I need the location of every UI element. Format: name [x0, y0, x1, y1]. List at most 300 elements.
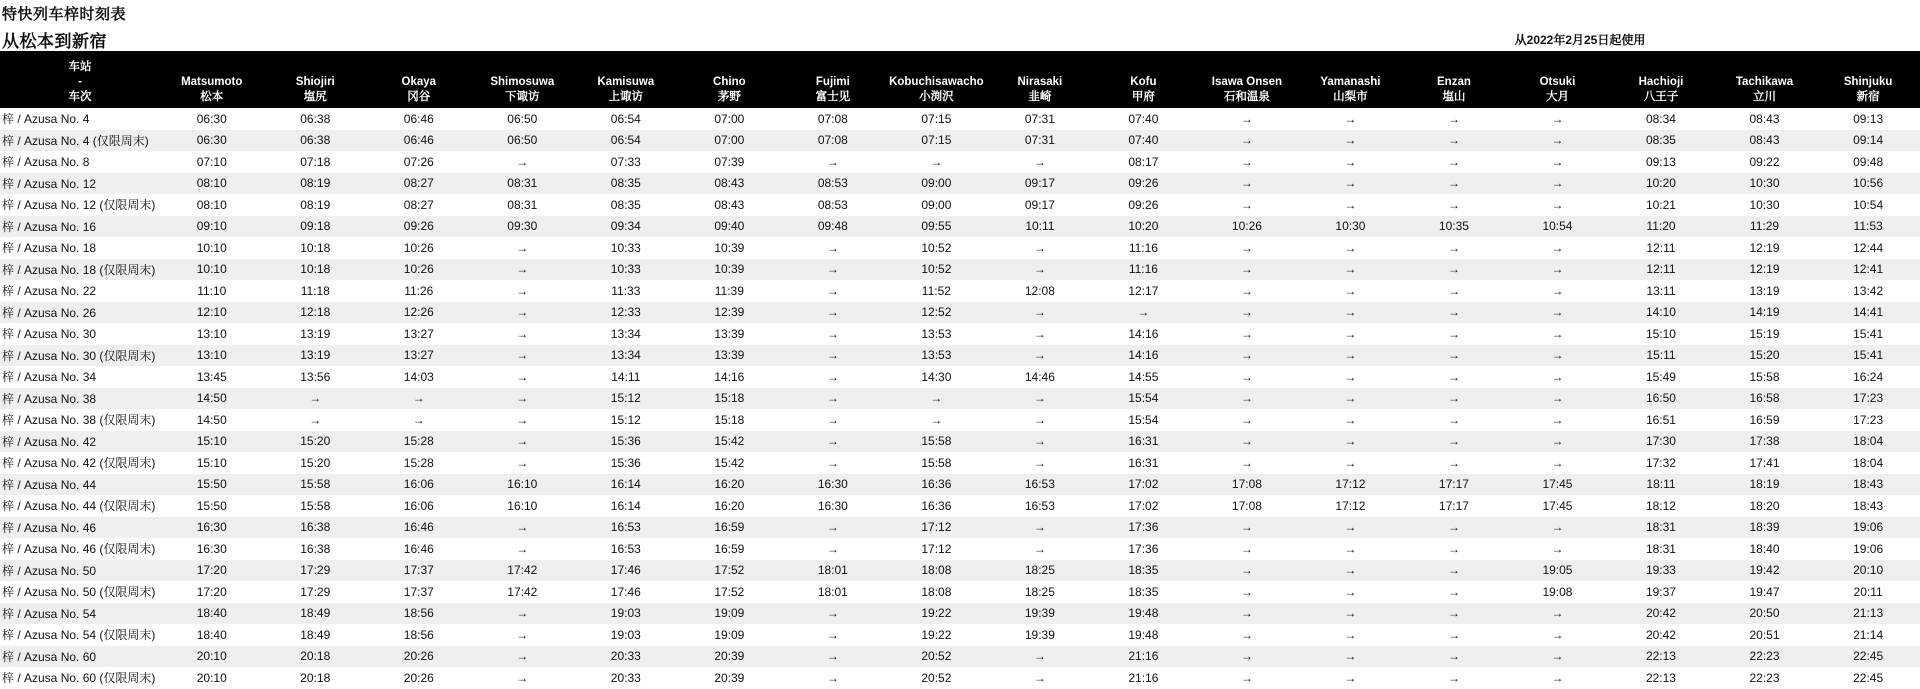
station-header	[1816, 51, 1920, 108]
time-cell: 15:10	[196, 455, 227, 470]
time-cell: 15:36	[610, 434, 641, 449]
time-cell: →	[1344, 541, 1357, 556]
time-cell: 16:30	[817, 498, 848, 513]
station-header	[1195, 51, 1299, 108]
station-name-en: Yamanashi	[1320, 76, 1381, 88]
time-cell: →	[1033, 434, 1046, 449]
time-cell: →	[826, 606, 839, 621]
time-cell: 19:09	[714, 606, 745, 621]
time-cell: 13:34	[610, 326, 641, 341]
time-cell: →	[1344, 283, 1357, 298]
time-cell: 14:30	[921, 369, 952, 384]
time-cell: 13:39	[714, 326, 745, 341]
time-cell: →	[1447, 541, 1460, 556]
station-header	[160, 51, 264, 108]
time-cell: 06:54	[610, 111, 641, 126]
train-name: 梓 / Azusa No. 38	[2, 391, 97, 406]
time-cell: →	[1447, 584, 1460, 599]
station-name-zh: 下诹访	[505, 91, 540, 103]
time-cell: →	[1447, 455, 1460, 470]
table-row	[0, 538, 1920, 560]
time-cell: →	[930, 391, 943, 406]
time-cell: 08:27	[403, 176, 434, 191]
time-cell: 19:37	[1645, 584, 1676, 599]
time-cell: 16:06	[403, 498, 434, 513]
time-cell: →	[930, 412, 943, 427]
time-cell: →	[1344, 369, 1357, 384]
time-cell: 19:05	[1542, 563, 1573, 578]
time-cell: 18:04	[1853, 455, 1884, 470]
time-cell: →	[1447, 649, 1460, 664]
time-cell: 10:10	[196, 262, 227, 277]
time-cell: 13:10	[196, 348, 227, 363]
time-cell: →	[1447, 283, 1460, 298]
time-cell: →	[516, 520, 529, 535]
train-name: 梓 / Azusa No. 16	[2, 219, 97, 234]
time-cell: →	[1447, 348, 1460, 363]
time-cell: 08:27	[403, 197, 434, 212]
time-cell: 19:06	[1853, 520, 1884, 535]
station-header	[781, 51, 885, 108]
time-cell: 10:11	[1025, 219, 1055, 234]
time-cell: 07:39	[714, 154, 745, 169]
time-cell: →	[1551, 455, 1564, 470]
time-cell: →	[1344, 197, 1357, 212]
table-row	[0, 151, 1920, 173]
station-header	[678, 51, 782, 108]
time-cell: 09:22	[1749, 154, 1780, 169]
time-cell: →	[826, 627, 839, 642]
time-cell: →	[1551, 283, 1564, 298]
time-cell: →	[1551, 649, 1564, 664]
time-cell: →	[1551, 154, 1564, 169]
table-row	[0, 452, 1920, 474]
time-cell: 13:27	[403, 348, 434, 363]
station-name-en: Kobuchisawacho	[889, 76, 984, 88]
time-cell: →	[1447, 606, 1460, 621]
train-name: 梓 / Azusa No. 46 (仅限周末)	[2, 542, 156, 557]
time-cell: →	[1447, 133, 1460, 148]
time-cell: 11:16	[1128, 240, 1158, 255]
table-row	[0, 581, 1920, 603]
time-cell: 15:58	[300, 477, 331, 492]
time-cell: 09:34	[610, 219, 641, 234]
train-name: 梓 / Azusa No. 44 (仅限周末)	[2, 499, 156, 514]
time-cell: →	[1447, 240, 1460, 255]
time-cell: 10:54	[1542, 219, 1573, 234]
time-cell: 18:31	[1645, 520, 1676, 535]
effective-date: 从2022年2月25日起使用	[1514, 33, 1646, 47]
time-cell: →	[516, 326, 529, 341]
time-cell: →	[1551, 369, 1564, 384]
time-cell: 20:52	[921, 649, 952, 664]
time-cell: →	[1551, 412, 1564, 427]
train-name: 梓 / Azusa No. 26	[2, 305, 97, 320]
train-name: 梓 / Azusa No. 30 (仅限周末)	[2, 348, 156, 363]
station-name-zh: 上诹访	[608, 91, 644, 103]
table-row	[0, 388, 1920, 410]
time-cell: →	[1033, 154, 1046, 169]
time-cell: 16:53	[1024, 477, 1055, 492]
time-cell: 15:42	[714, 455, 745, 470]
time-cell: 16:30	[196, 520, 227, 535]
time-cell: →	[1240, 412, 1253, 427]
time-cell: 16:53	[610, 541, 641, 556]
time-cell: 19:42	[1749, 563, 1780, 578]
time-cell: 17:20	[196, 563, 227, 578]
time-cell: 15:58	[300, 498, 331, 513]
time-cell: →	[1240, 541, 1253, 556]
time-cell: →	[1240, 369, 1253, 384]
time-cell: 17:42	[507, 563, 538, 578]
time-cell: 11:10	[197, 283, 227, 298]
station-header	[1506, 51, 1610, 108]
time-cell: 10:52	[921, 240, 952, 255]
table-row	[0, 517, 1920, 539]
time-cell: 16:10	[507, 477, 538, 492]
time-cell: →	[1447, 111, 1460, 126]
time-cell: →	[826, 326, 839, 341]
table-row	[0, 108, 1920, 130]
time-cell: 16:30	[817, 477, 848, 492]
time-cell: 20:26	[403, 670, 434, 685]
time-cell: →	[516, 240, 529, 255]
time-cell: 15:19	[1749, 326, 1780, 341]
station-label: 车站	[68, 61, 92, 73]
time-cell: 17:36	[1128, 541, 1159, 556]
time-cell: 08:53	[817, 197, 848, 212]
time-cell: 17:12	[921, 520, 952, 535]
time-cell: →	[1240, 111, 1253, 126]
time-cell: →	[1447, 670, 1460, 685]
time-cell: 16:14	[610, 498, 641, 513]
time-cell: 17:23	[1853, 412, 1884, 427]
time-cell: →	[309, 391, 322, 406]
table-row	[0, 259, 1920, 281]
time-cell: 15:42	[714, 434, 745, 449]
time-cell: 16:20	[714, 498, 745, 513]
time-cell: 11:18	[300, 283, 330, 298]
time-cell: 18:04	[1853, 434, 1884, 449]
time-cell: →	[516, 434, 529, 449]
time-cell: 17:02	[1128, 498, 1159, 513]
time-cell: →	[516, 369, 529, 384]
time-cell: 12:44	[1853, 240, 1884, 255]
time-cell: →	[826, 520, 839, 535]
time-cell: 15:18	[714, 391, 745, 406]
time-cell: 11:16	[1128, 262, 1158, 277]
time-cell: →	[1344, 606, 1357, 621]
time-cell: →	[1344, 111, 1357, 126]
train-name: 梓 / Azusa No. 54 (仅限周末)	[2, 628, 156, 643]
train-name: 梓 / Azusa No. 8	[2, 155, 90, 170]
time-cell: 17:41	[1749, 455, 1780, 470]
time-cell: 10:33	[610, 240, 641, 255]
time-cell: 14:16	[1128, 326, 1159, 341]
time-cell: →	[1551, 627, 1564, 642]
station-name-en: Isawa Onsen	[1211, 76, 1283, 88]
time-cell: →	[1447, 369, 1460, 384]
time-cell: →	[1344, 649, 1357, 664]
station-name-zh: 松本	[200, 91, 224, 103]
time-cell: 12:11	[1646, 240, 1676, 255]
time-cell: 20:26	[403, 649, 434, 664]
time-cell: 11:29	[1749, 219, 1780, 234]
time-cell: →	[1551, 305, 1564, 320]
time-cell: 10:52	[921, 262, 952, 277]
time-cell: →	[826, 262, 839, 277]
time-cell: 08:35	[610, 176, 641, 191]
time-cell: 16:59	[714, 541, 745, 556]
time-cell: →	[1033, 455, 1046, 470]
time-cell: →	[1447, 197, 1460, 212]
time-cell: 22:45	[1853, 670, 1884, 685]
time-cell: 08:10	[196, 197, 227, 212]
time-cell: 15:12	[610, 391, 641, 406]
time-cell: 13:56	[300, 369, 331, 384]
time-cell: →	[1240, 348, 1253, 363]
station-name-en: Nirasaki	[1017, 76, 1063, 88]
time-cell: 06:30	[196, 133, 227, 148]
time-cell: →	[826, 305, 839, 320]
time-cell: →	[1033, 670, 1046, 685]
time-cell: →	[1033, 240, 1046, 255]
time-cell: 09:13	[1645, 154, 1676, 169]
time-cell: 08:43	[714, 176, 745, 191]
time-cell: 17:46	[610, 584, 641, 599]
time-cell: 10:56	[1853, 176, 1884, 191]
time-cell: →	[1344, 563, 1357, 578]
time-cell: →	[826, 348, 839, 363]
time-cell: 17:20	[196, 584, 227, 599]
time-cell: 11:39	[714, 283, 744, 298]
time-cell: 08:31	[507, 197, 538, 212]
time-cell: →	[516, 262, 529, 277]
time-cell: 21:16	[1128, 670, 1159, 685]
time-cell: 06:50	[507, 111, 538, 126]
time-cell: 20:42	[1645, 606, 1676, 621]
time-cell: →	[826, 670, 839, 685]
time-cell: 08:35	[1645, 133, 1676, 148]
train-name: 梓 / Azusa No. 44	[2, 477, 97, 492]
time-cell: →	[1240, 154, 1253, 169]
time-cell: 21:13	[1853, 606, 1884, 621]
time-cell: 17:02	[1128, 477, 1159, 492]
time-cell: →	[1240, 283, 1253, 298]
station-name-zh: 甲府	[1131, 91, 1155, 103]
train-name: 梓 / Azusa No. 60	[2, 649, 97, 664]
time-cell: 20:10	[196, 649, 227, 664]
station-name-en: Hachioji	[1638, 76, 1684, 88]
time-cell: 07:31	[1024, 111, 1055, 126]
time-cell: 19:09	[714, 627, 745, 642]
train-name: 梓 / Azusa No. 46	[2, 520, 97, 535]
time-cell: →	[826, 541, 839, 556]
time-cell: 09:10	[196, 219, 227, 234]
time-cell: 18:11	[1646, 477, 1676, 492]
table-row	[0, 667, 1920, 689]
time-cell: 14:50	[196, 412, 227, 427]
time-cell: 18:40	[1749, 541, 1780, 556]
time-cell: →	[1447, 326, 1460, 341]
time-cell: 09:48	[817, 219, 848, 234]
time-cell: 18:12	[1645, 498, 1676, 513]
time-cell: 14:16	[714, 369, 745, 384]
station-name-en: Shinjuku	[1843, 76, 1893, 88]
time-cell: →	[826, 455, 839, 470]
time-cell: 15:49	[1645, 369, 1676, 384]
time-cell: 17:45	[1542, 477, 1573, 492]
time-cell: 07:26	[403, 154, 434, 169]
time-cell: →	[1240, 670, 1253, 685]
time-cell: →	[1447, 391, 1460, 406]
time-cell: →	[1033, 326, 1046, 341]
time-cell: →	[826, 154, 839, 169]
time-cell: 09:40	[714, 219, 745, 234]
time-cell: 18:01	[817, 584, 848, 599]
time-cell: →	[516, 455, 529, 470]
time-cell: →	[1551, 606, 1564, 621]
time-cell: 13:19	[300, 326, 331, 341]
time-cell: →	[1344, 520, 1357, 535]
station-name-zh: 立川	[1752, 91, 1776, 103]
time-cell: 16:20	[714, 477, 745, 492]
station-name-en: Tachikawa	[1735, 76, 1794, 88]
time-cell: →	[1551, 670, 1564, 685]
time-cell: 12:52	[921, 305, 952, 320]
time-cell: 18:40	[196, 627, 227, 642]
station-name-en: Kamisuwa	[597, 76, 655, 88]
station-name-zh: 茅野	[717, 91, 741, 103]
train-name: 梓 / Azusa No. 34	[2, 370, 97, 385]
time-cell: 20:18	[300, 670, 331, 685]
time-cell: 19:48	[1128, 627, 1159, 642]
time-cell: 17:52	[714, 584, 745, 599]
time-cell: 07:40	[1128, 133, 1159, 148]
time-cell: 13:19	[1749, 283, 1780, 298]
time-cell: 16:53	[610, 520, 641, 535]
time-cell: 15:11	[1646, 348, 1676, 363]
time-cell: 18:25	[1024, 563, 1055, 578]
time-cell: 17:32	[1645, 455, 1676, 470]
time-cell: 12:26	[403, 305, 434, 320]
time-cell: 22:13	[1645, 649, 1676, 664]
time-cell: →	[1240, 240, 1253, 255]
time-cell: 20:52	[921, 670, 952, 685]
time-cell: 17:12	[1335, 498, 1366, 513]
time-cell: 15:54	[1128, 412, 1159, 427]
time-cell: →	[1344, 133, 1357, 148]
time-cell: 18:40	[196, 606, 227, 621]
time-cell: 16:46	[403, 520, 434, 535]
time-cell: 17:12	[1335, 477, 1366, 492]
time-cell: →	[1344, 305, 1357, 320]
table-row	[0, 323, 1920, 345]
time-cell: →	[1240, 262, 1253, 277]
time-cell: 07:31	[1024, 133, 1055, 148]
time-cell: 17:42	[507, 584, 538, 599]
time-cell: 16:10	[507, 498, 538, 513]
time-cell: →	[1344, 391, 1357, 406]
time-cell: →	[1240, 305, 1253, 320]
time-cell: 13:19	[300, 348, 331, 363]
time-cell: 12:39	[714, 305, 745, 320]
time-cell: →	[1344, 584, 1357, 599]
time-cell: →	[516, 412, 529, 427]
station-header	[1299, 51, 1403, 108]
time-cell: 18:08	[921, 584, 952, 599]
time-cell: →	[826, 369, 839, 384]
time-cell: 16:06	[403, 477, 434, 492]
table-row	[0, 237, 1920, 259]
time-cell: 10:33	[610, 262, 641, 277]
station-name-zh: 新宿	[1856, 91, 1880, 103]
time-cell: 06:38	[300, 133, 331, 148]
time-cell: →	[1551, 326, 1564, 341]
time-cell: 06:38	[300, 111, 331, 126]
time-cell: 16:53	[1024, 498, 1055, 513]
train-label: 车次	[68, 91, 92, 103]
time-cell: 12:17	[1128, 283, 1159, 298]
train-name: 梓 / Azusa No. 12 (仅限周末)	[2, 198, 156, 213]
time-cell: 15:36	[610, 455, 641, 470]
time-cell: 21:16	[1128, 649, 1159, 664]
time-cell: 12:10	[196, 305, 227, 320]
station-name-en: Shiojiri	[295, 76, 335, 88]
time-cell: →	[1033, 520, 1046, 535]
time-cell: 17:08	[1231, 477, 1262, 492]
table-row	[0, 345, 1920, 367]
station-name-zh: 韭崎	[1028, 91, 1052, 103]
time-cell: 07:40	[1128, 111, 1159, 126]
time-cell: 13:10	[196, 326, 227, 341]
time-cell: 17:23	[1853, 391, 1884, 406]
time-cell: 19:39	[1024, 606, 1055, 621]
timetable	[0, 51, 1920, 689]
time-cell: →	[1240, 326, 1253, 341]
time-cell: →	[516, 606, 529, 621]
time-cell: →	[516, 391, 529, 406]
time-cell: →	[826, 283, 839, 298]
table-row	[0, 173, 1920, 195]
time-cell: 15:58	[921, 455, 952, 470]
time-cell: 14:50	[196, 391, 227, 406]
time-cell: →	[516, 348, 529, 363]
time-cell: 17:52	[714, 563, 745, 578]
time-cell: →	[1240, 176, 1253, 191]
timetable-body	[0, 108, 1920, 689]
time-cell: 11:53	[1853, 219, 1883, 234]
time-cell: 13:45	[196, 369, 227, 384]
time-cell: 07:33	[610, 154, 641, 169]
station-name-zh: 冈谷	[407, 91, 431, 103]
time-cell: 16:38	[300, 541, 331, 556]
time-cell: →	[1551, 240, 1564, 255]
station-name-en: Chino	[713, 76, 746, 88]
time-cell: 14:55	[1128, 369, 1159, 384]
time-cell: 12:11	[1646, 262, 1676, 277]
time-cell: →	[1447, 563, 1460, 578]
train-name: 梓 / Azusa No. 22	[2, 284, 97, 299]
station-name-en: Otsuki	[1539, 76, 1576, 88]
time-cell: →	[1551, 541, 1564, 556]
time-cell: 22:13	[1645, 670, 1676, 685]
time-cell: →	[412, 391, 425, 406]
station-name-zh: 山梨市	[1333, 91, 1368, 103]
time-cell: →	[1447, 154, 1460, 169]
time-cell: 13:39	[714, 348, 745, 363]
time-cell: 08:53	[817, 176, 848, 191]
